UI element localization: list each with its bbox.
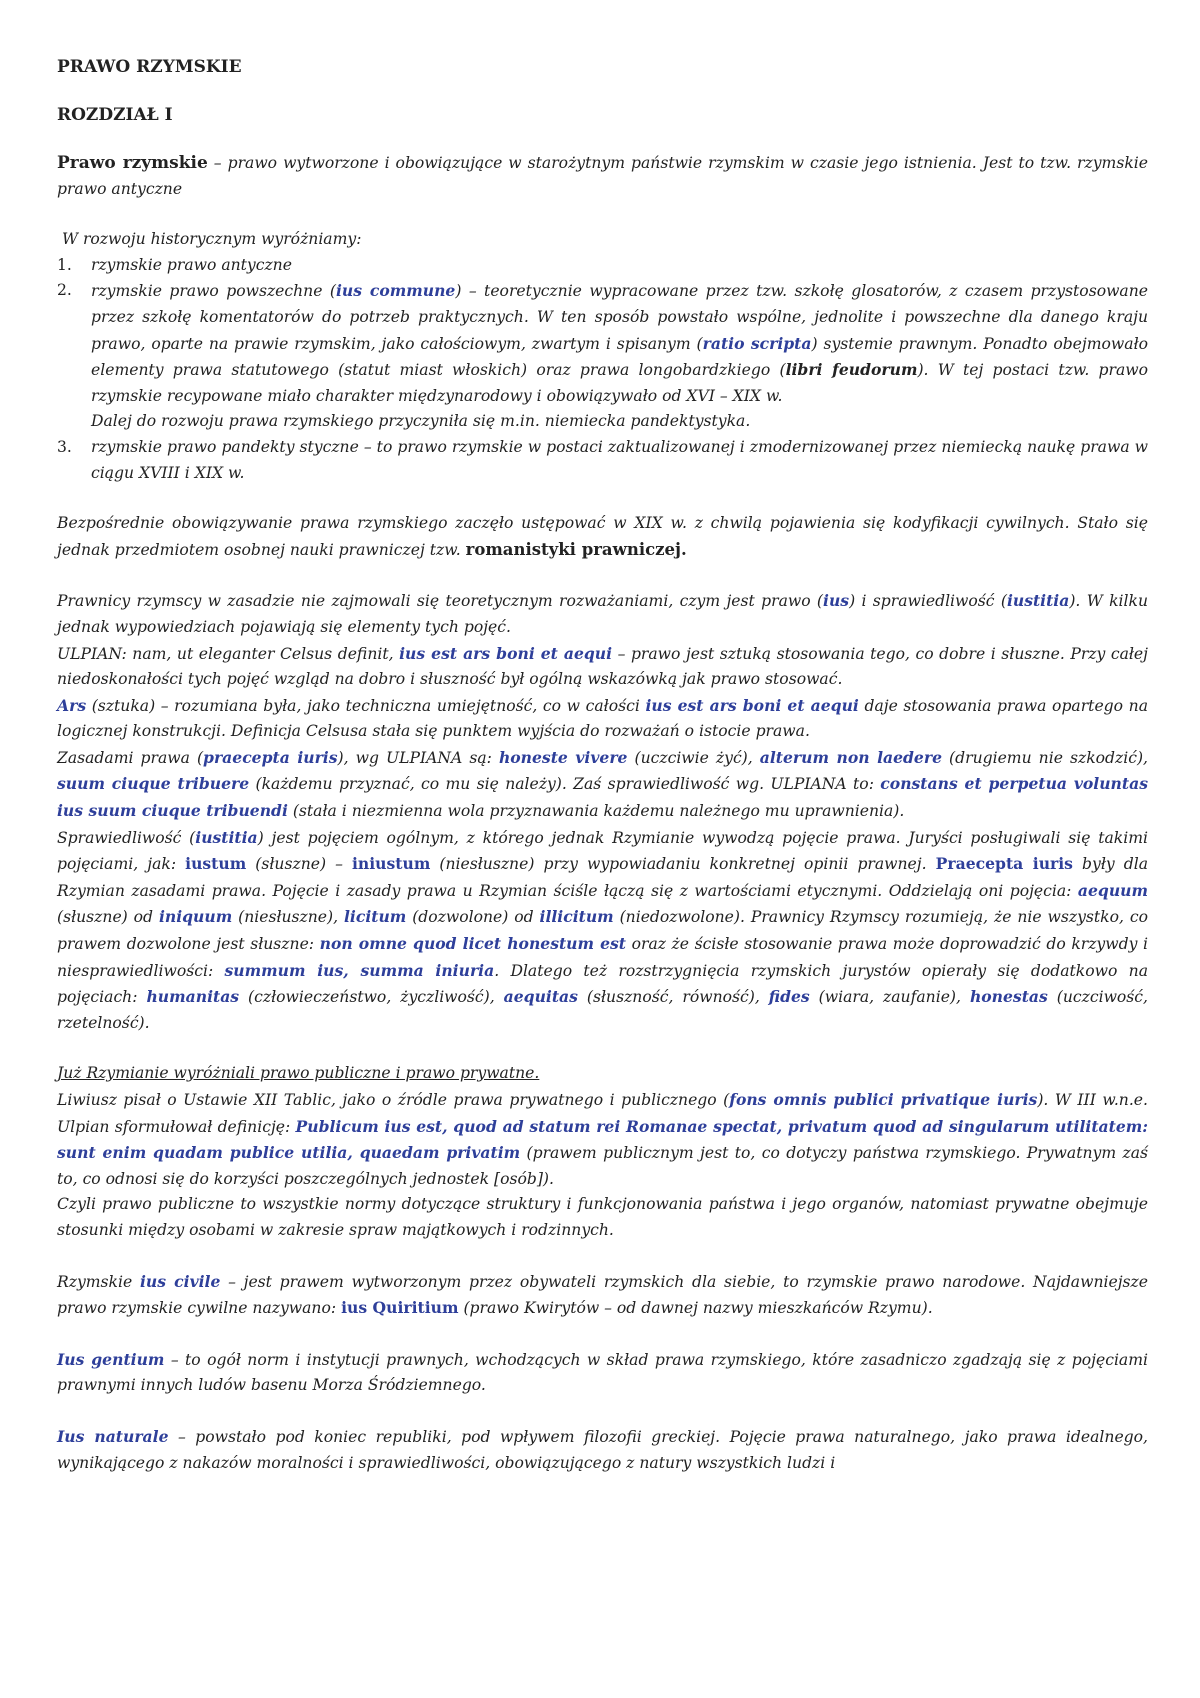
list-note: Dalej do rozwoju prawa rzymskiego przyczyniła się m.in. niemiecka pandektystyka.	[91, 412, 751, 431]
text-run: Liwiusz pisał o Ustawie XII Tablic, jako o źródle prawa prywatnego i publicznego (	[57, 1091, 730, 1109]
text-run: (dozwolone) od	[406, 908, 540, 927]
text-run: (sztuka) – rozumiana była, jako techniczna umiejętność, co w całości	[86, 696, 646, 715]
text-run: ). W tej postaci tzw. prawo rzymskie recypowane miało charakter międzynarodowy i obowiązywało od XVI – XIX w.	[91, 361, 1148, 405]
history-list	[57, 253, 1148, 486]
latin-term: Ius naturale	[57, 1426, 169, 1446]
list-item	[57, 435, 1148, 486]
latin-term: ius est ars boni et aequi	[399, 643, 613, 663]
text-run: ). W kilku jednak wypowiedziach pojawiają się elementy tych pojęć.	[57, 592, 1148, 636]
latin-term: iustitia	[1006, 591, 1070, 611]
text-run: (słuszne) od	[57, 908, 159, 927]
latin-term: alterum non laedere	[759, 747, 942, 767]
text-run: były dla Rzymian zasadami prawa. Pojęcie i zasady prawa u Rzymian ściśle łączą się z wartościami etycznymi. Oddzielają oni pojęcia:	[57, 855, 1149, 900]
text-run: – jest prawem wytworzonym przez obywateli rzymskich dla siebie, to rzymskie prawo narodowe. Najdawniejsze prawo rzymskie cywilne nazywano:	[57, 1272, 1148, 1318]
ius-gentium-paragraph	[57, 1347, 1148, 1399]
text-run: (każdemu przyznać, co mu się należy). Zaś sprawiedliwość wg. ULPIANA to:	[249, 775, 881, 794]
text-run: – powstało pod koniec republiki, pod wpływem filozofii greckiej. Pojęcie prawa naturalnego, jako prawa idealnego, wynikającego z nakazów moralności i sprawiedliwości, obowiązującego z natury wszystkich ludzi i	[57, 1427, 1148, 1472]
text-run: Prawnicy rzymscy w zasadzie nie zajmowali się teoretycznym rozważaniami, czym jest prawo (	[57, 592, 824, 611]
text-run: (słuszność, równość),	[577, 988, 769, 1007]
ius-civile-paragraph	[57, 1269, 1148, 1322]
text-run: (człowieczeństwo, życzliwość),	[239, 988, 504, 1007]
latin-term: ius commune	[335, 281, 456, 301]
text-run: (uczciwie żyć),	[627, 748, 760, 767]
latin-term: Ars	[57, 695, 87, 715]
latin-term: praecepta iuris	[203, 747, 338, 767]
text-run: Czyli prawo publiczne to wszystkie normy dotyczące struktury i funkcjonowania państwa i jego organów, natomiast prywatne obejmuje stosunki między osobami w zakresie spraw majątkowych i rodzinnych.	[57, 1195, 1148, 1239]
latin-term: honestas	[969, 987, 1048, 1007]
text-run: Rzymskie	[57, 1272, 140, 1291]
text-run: ) systemie prawnym. Ponadto obejmowało elementy prawa statutowego (statut miast włoskich) oraz prawa longobardzkiego (	[91, 334, 1149, 380]
latin-term: honeste vivere	[498, 747, 628, 767]
list-number: 1.	[57, 255, 72, 274]
latin-term: ius civile	[139, 1271, 221, 1291]
text-run: (słuszne) –	[246, 855, 352, 874]
latin-term: fides	[768, 987, 810, 1007]
list-number: 2.	[57, 281, 72, 300]
latin-term: Ius gentium	[57, 1349, 165, 1369]
latin-term: libri feudorum	[785, 360, 918, 380]
latin-term: ratio scripta	[702, 333, 812, 353]
definition-paragraph	[57, 151, 1148, 202]
latin-term: suum ciuque tribuere	[57, 774, 250, 794]
text-run: (prawo Kwirytów – od dawnej nazwy mieszkańców Rzymu).	[458, 1299, 933, 1318]
text-run: (niesłuszne),	[232, 908, 344, 927]
latin-term: iniquum	[158, 907, 233, 927]
text-run: ) i sprawiedliwość (	[849, 592, 1007, 611]
definition-term: Prawo rzymskie	[57, 153, 208, 173]
latin-term: constans et perpetua voluntas ius suum ciuque tribuendi	[57, 774, 1148, 821]
public-private-paragraph	[57, 1061, 1148, 1243]
text-run: ). W III w.n.e. Ulpian sformułował definicję:	[57, 1091, 1148, 1136]
codification-paragraph	[57, 511, 1148, 563]
latin-term: iniustum	[351, 854, 431, 874]
bold-term: romanistyki prawniczej.	[465, 539, 687, 559]
history-intro: W rozwoju historycznym wyróżniamy:	[57, 230, 362, 249]
list-number: 3.	[57, 437, 72, 456]
latin-term: humanitas	[146, 987, 240, 1007]
latin-term: illicitum	[539, 907, 614, 927]
latin-term: non omne quod licet honestum est	[319, 934, 626, 954]
text-run: rzymskie prawo powszechne (	[91, 282, 336, 301]
text-run: ULPIAN: nam, ut eleganter Celsus definit,	[57, 644, 400, 663]
text-run: (prawem publicznym jest to, co dotyczy państwa rzymskiego. Prywatnym zaś to, co odnosi się do korzyści poszczególnych jednostek [osób]).	[57, 1144, 1148, 1188]
text-run: ) – teoretycznie wypracowane przez tzw. szkołę glosatorów, z czasem przystosowane przez szkołę komentatorów do potrzeb praktycznych. W ten sposób powstało wspólne, jednolite i powszechne dla danego kraju prawo, oparte na prawie rzymskim, jako całościowym, zwartym i spisanym (	[91, 282, 1148, 353]
text-run: Sprawiedliwość (	[57, 828, 196, 847]
text-run: ) jest pojęciem ogólnym, z którego jednak Rzymianie wywodzą pojęcie prawa. Juryści posługiwali się takimi pojęciami, jak:	[57, 828, 1149, 874]
chapter-heading: ROZDZIAŁ I	[57, 105, 173, 125]
text-run: – prawo jest sztuką stosowania tego, co dobre i słuszne. Przy całej niedoskonałości tych pojęć wzgląd na dobro i słuszność był ogólną wskazówką jak prawo stosować.	[57, 644, 1148, 689]
latin-term: ius	[823, 591, 850, 611]
text-run: Zasadami prawa (	[57, 748, 204, 767]
document-title: PRAWO RZYMSKIE	[57, 57, 242, 77]
text-run: ), wg ULPIANA są:	[337, 748, 499, 767]
latin-term: aequitas	[503, 987, 578, 1007]
text-run: (niesłuszne) przy wypowiadaniu konkretnej opinii prawnej.	[430, 855, 936, 874]
text-run: (wiara, zaufanie),	[809, 988, 970, 1007]
definition-text: – prawo wytworzone i obowiązujące w starożytnym państwie rzymskim w czasie jego istnienia. Jest to tzw. rzymskie prawo antyczne	[57, 154, 1148, 198]
list-item	[57, 253, 1148, 279]
text-run: Bezpośrednie obowiązywanie prawa rzymskiego zaczęło ustępować w XIX w. z chwilą pojawienia się kodyfikacji cywilnych. Stało się jednak przedmiotem osobnej nauki prawniczej tzw.	[57, 514, 1148, 559]
latin-term: summum ius, summa iniuria	[224, 960, 495, 980]
list-text: rzymskie prawo antyczne	[91, 255, 292, 274]
latin-term: aequum	[1077, 880, 1148, 900]
latin-term: fons omnis publici privatique iuris	[729, 1090, 1038, 1109]
list-item	[57, 278, 1148, 435]
latin-term: Publicum ius est, quod ad statum rei Romanae spectat, privatum quod ad singularum utilitatem: sunt enim quadam publice utilia, quaedam privatim	[57, 1116, 1149, 1163]
latin-term: Praecepta iuris	[935, 854, 1073, 874]
text-run: (drugiemu nie szkodzić),	[942, 748, 1148, 767]
underlined-heading: Już Rzymianie wyróżniali prawo publiczne i prawo prywatne.	[57, 1064, 540, 1083]
latin-term: ius Quiritium	[341, 1298, 459, 1318]
ius-paragraph	[57, 588, 1148, 1036]
text-run: (stała i niezmienna wola przyznawania każdemu należnego mu uprawnienia).	[287, 802, 905, 821]
text-run: (niedozwolone). Prawnicy Rzymscy rozumieją, że nie wszystko, co prawem dozwolone jest słuszne:	[57, 908, 1148, 954]
latin-term: licitum	[343, 907, 407, 927]
list-text: rzymskie prawo pandekty styczne – to prawo rzymskie w postaci zaktualizowanej i zmodernizowanej przez niemiecką naukę prawa w ciągu XVIII i XIX w.	[91, 437, 1148, 482]
text-run: (uczciwość, rzetelność).	[57, 988, 1148, 1032]
latin-term: iustitia	[195, 827, 258, 847]
latin-term: iustum	[185, 854, 247, 874]
ius-naturale-paragraph	[57, 1424, 1148, 1476]
text-run: . Dlatego też rozstrzygnięcia rzymskich jurystów opierały się dodatkowo na pojęciach:	[57, 961, 1149, 1007]
text-run: oraz że ścisłe stosowanie prawa może doprowadzić do krzywdy i niesprawiedliwości:	[57, 935, 1148, 980]
latin-term: ius est ars boni et aequi	[645, 695, 859, 715]
text-run: – to ogół norm i instytucji prawnych, wchodzących w skład prawa rzymskiego, które zasadniczo zgadzają się z pojęciami prawnymi innych ludów basenu Morza Śródziemnego.	[57, 1350, 1149, 1395]
text-run: daje stosowania prawa opartego na logicznej konstrukcji. Definicja Celsusa stała się punktem wyjścia do rozważań o istocie prawa.	[57, 696, 1148, 741]
